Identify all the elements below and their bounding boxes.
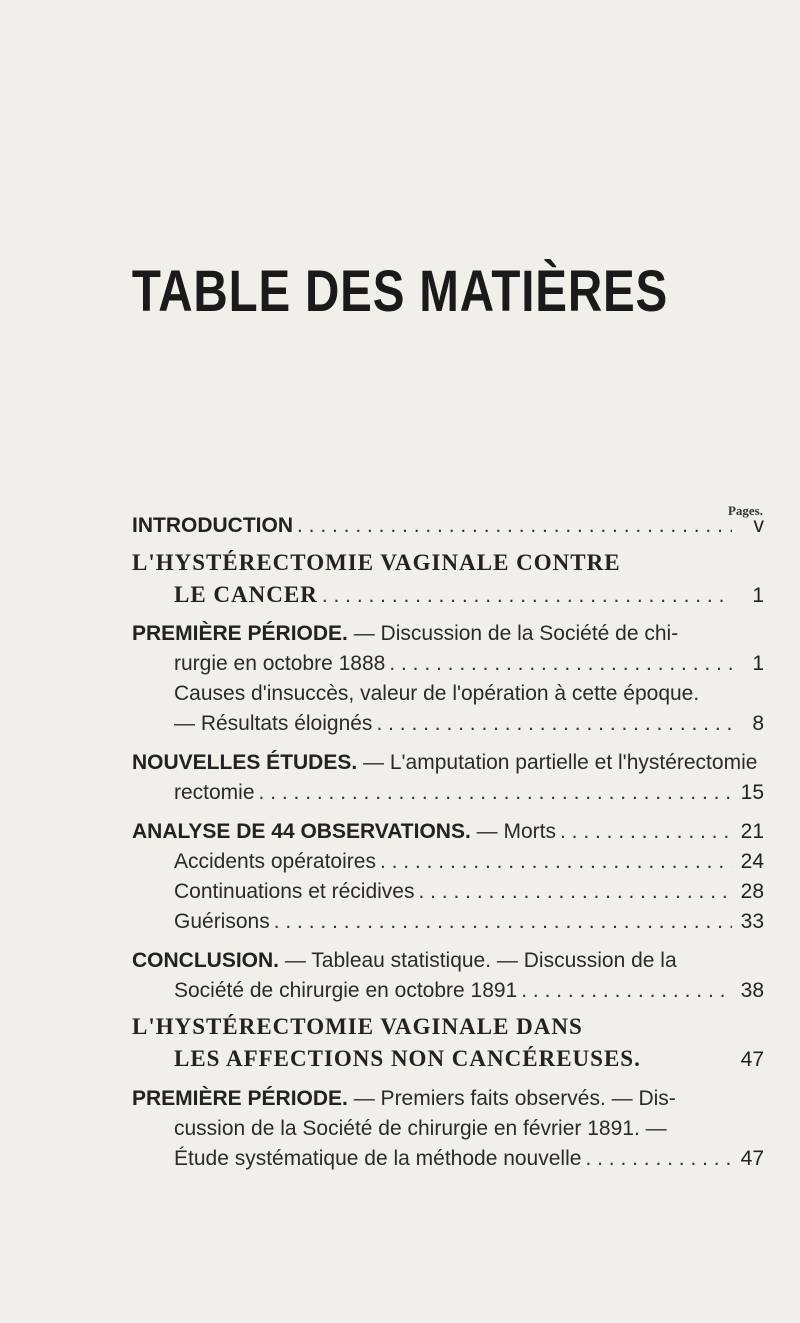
toc-entry-text: Causes d'insuccès, valeur de l'opération à cette époque. [174, 682, 700, 705]
toc-entry-heading: ANALYSE DE 44 OBSERVATIONS. [132, 820, 471, 843]
toc-page-number: 15 [740, 781, 764, 804]
toc-entry-heading: INTRODUCTION [132, 514, 293, 537]
toc-entry[interactable] [132, 818, 764, 846]
toc-entry[interactable] [174, 1145, 764, 1173]
toc-entry-text: Accidents opératoires [174, 850, 376, 873]
toc-entry-text: — Tableau statistique. — Discussion de la [279, 949, 677, 972]
toc-entry[interactable] [132, 1085, 764, 1113]
dot-leader [318, 582, 732, 610]
toc-entry[interactable] [174, 779, 764, 807]
toc-page-number: 21 [740, 820, 764, 843]
dot-leader [581, 1145, 732, 1173]
toc-entry[interactable] [174, 977, 764, 1005]
dot-leader [556, 818, 732, 846]
toc-entry-heading: CONCLUSION. [132, 949, 279, 972]
toc-entry[interactable] [174, 710, 764, 738]
toc-entry-text: — Premiers faits observés. — Dis- [347, 1087, 676, 1110]
dot-leader [270, 908, 732, 936]
toc-entry[interactable] [174, 650, 764, 678]
toc-entry[interactable] [174, 878, 764, 906]
toc-part-heading: L'HYSTÉRECTOMIE VAGINALE CONTRE [132, 550, 621, 575]
toc-page-number: 24 [740, 850, 764, 873]
toc-entry-text: — Résultats éloignés [174, 712, 373, 735]
toc-entry-text: — Morts [470, 820, 556, 843]
toc-entry-text: rectomie [174, 781, 255, 804]
toc-entry-text: rurgie en octobre 1888 [174, 652, 386, 675]
toc-entry[interactable] [132, 947, 764, 975]
toc-page-number: 33 [740, 910, 764, 933]
toc-page-number: 1 [752, 584, 764, 607]
toc-entry-heading: NOUVELLES ÉTUDES. [132, 751, 358, 774]
dot-leader [517, 977, 732, 1005]
toc-entry[interactable] [132, 549, 764, 577]
toc-page-number: 1 [752, 652, 764, 675]
toc-entry[interactable] [174, 581, 764, 610]
dot-leader [372, 710, 732, 738]
toc-entry[interactable] [174, 848, 764, 876]
toc-entry-text: — L'amputation partielle et l'hystérectomie [357, 751, 758, 774]
toc-page-number: 38 [740, 979, 764, 1002]
toc-entry-text: — Discussion de la Société de chi- [347, 622, 679, 645]
toc-entry[interactable] [174, 908, 764, 936]
toc-entry[interactable] [132, 1013, 764, 1041]
toc-page-number: 8 [752, 712, 764, 735]
toc-page-number: 28 [740, 880, 764, 903]
dot-leader [385, 650, 732, 678]
toc-page-number: 47 [740, 1147, 764, 1170]
toc-entry-text: Continuations et récidives [174, 880, 415, 903]
pages-column-header: Pages. [727, 503, 763, 518]
toc-entry-text: Guérisons [174, 910, 270, 933]
toc-part-heading: L'HYSTÉRECTOMIE VAGINALE DANS [132, 1014, 583, 1039]
toc-entry[interactable] [174, 1045, 764, 1074]
toc-entry[interactable] [174, 1115, 764, 1143]
toc-entry[interactable] [174, 680, 764, 708]
page-title: TABLE DES MATIÈRES [131, 259, 669, 324]
dot-leader [376, 848, 732, 876]
toc-entry-text: Société de chirurgie en octobre 1891 [174, 979, 518, 1002]
toc-entry-heading: PREMIÈRE PÉRIODE. [132, 1087, 348, 1110]
toc-part-heading: LES AFFECTIONS NON CANCÉREUSES. [174, 1046, 641, 1071]
toc-entry-text: Étude systématique de la méthode nouvelle [174, 1147, 582, 1170]
dot-leader [293, 512, 732, 540]
toc-page-number: v [753, 514, 764, 537]
toc-entry[interactable] [132, 749, 764, 777]
toc-page-number: 47 [740, 1048, 764, 1071]
toc-part-heading: LE CANCER [174, 582, 318, 607]
toc-entry-heading: PREMIÈRE PÉRIODE. [132, 622, 348, 645]
toc-entry[interactable] [132, 620, 764, 648]
toc-entry[interactable] [132, 512, 764, 540]
toc-entry-text: cussion de la Société de chirurgie en février 1891. — [174, 1117, 667, 1140]
dot-leader [255, 779, 732, 807]
dot-leader [414, 878, 732, 906]
